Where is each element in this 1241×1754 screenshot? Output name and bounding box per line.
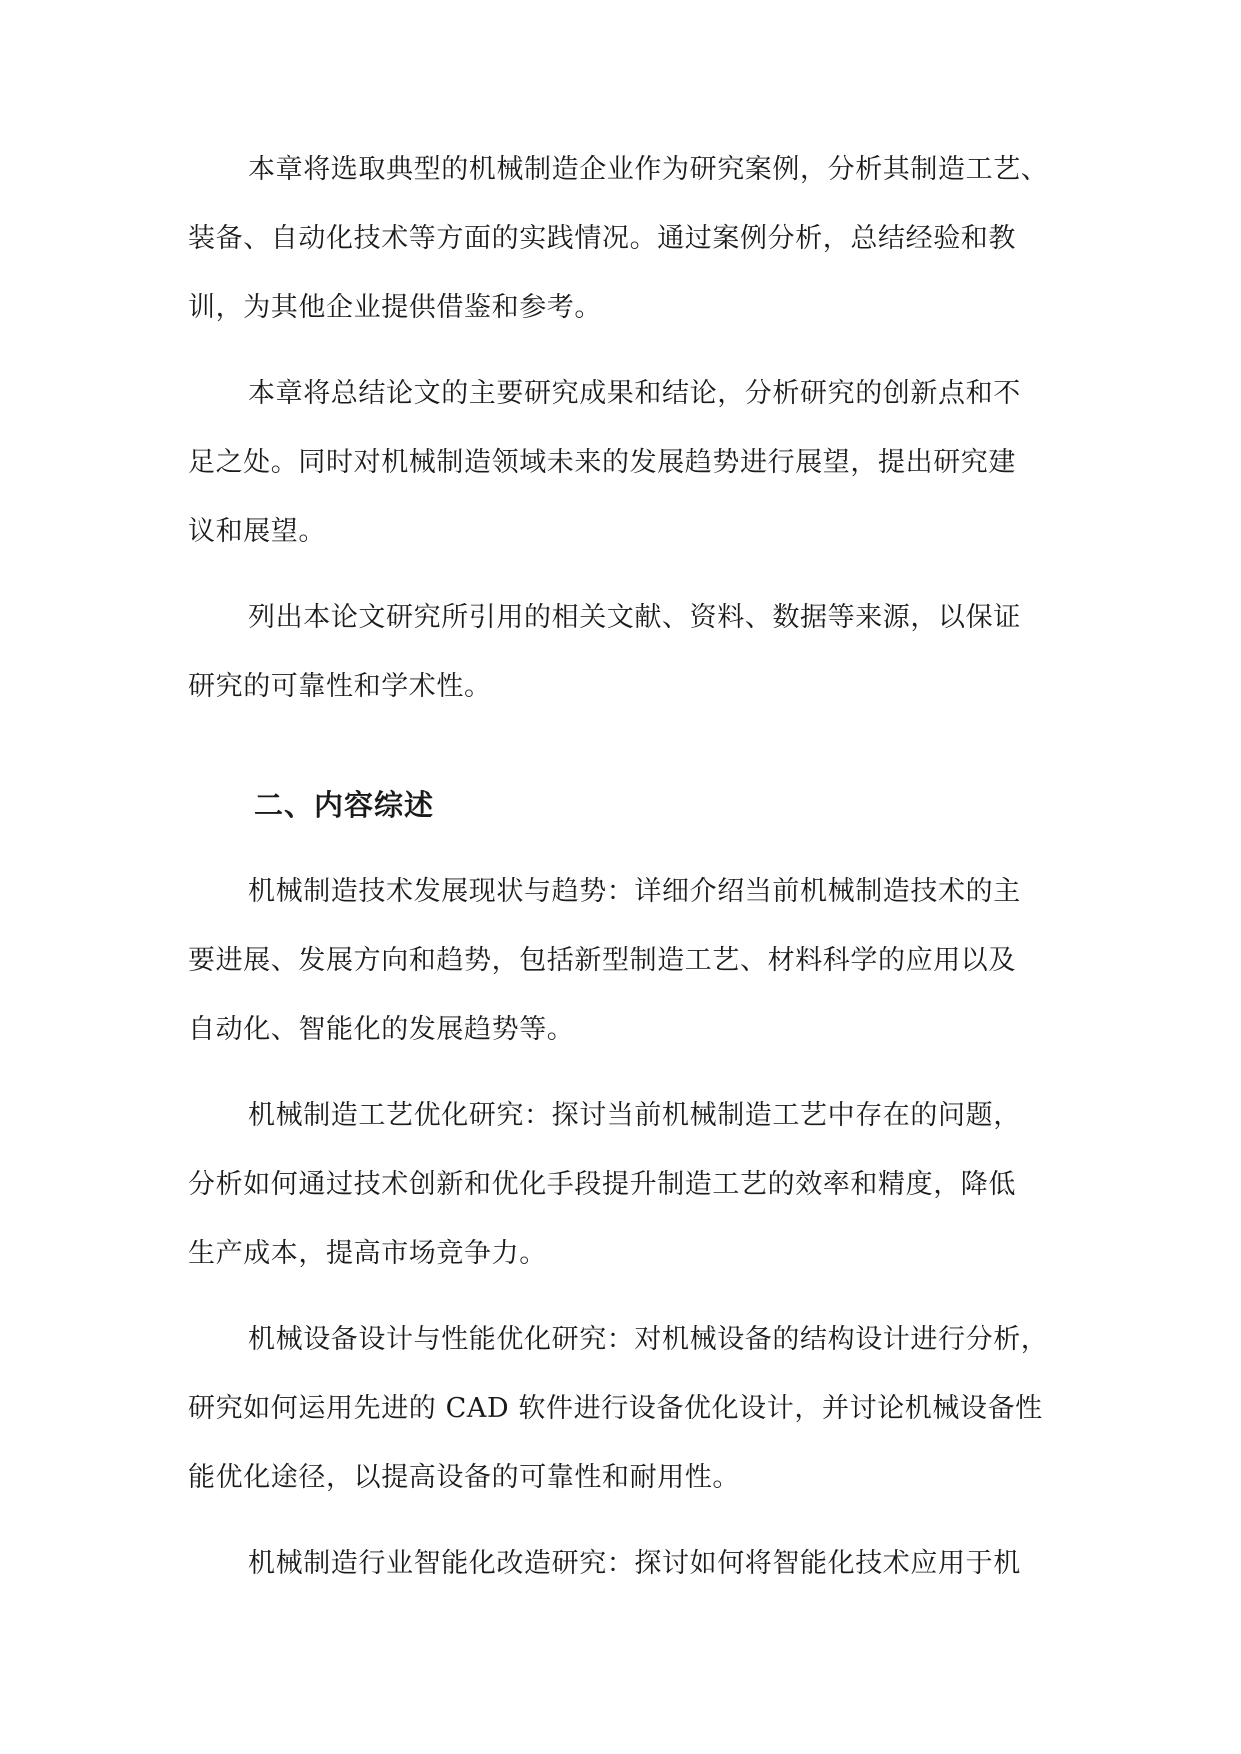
section-paragraph-3-line-2: 研究如何运用先进的 CAD 软件进行设备优化设计，并讨论机械设备性 (188, 1393, 1043, 1424)
section-paragraph-2-line-3: 生产成本，提高市场竞争力。 (188, 1238, 547, 1269)
section-paragraph-3-line-1: 机械设备设计与性能优化研究：对机械设备的结构设计进行分析， (248, 1324, 1049, 1355)
paragraph-1-line-3: 训，为其他企业提供借鉴和参考。 (188, 292, 602, 323)
section-paragraph-2-line-2: 分析如何通过技术创新和优化手段提升制造工艺的效率和精度，降低 (188, 1169, 1016, 1200)
section-paragraph-1-line-2: 要进展、发展方向和趋势，包括新型制造工艺、材料科学的应用以及 (188, 945, 1016, 976)
section-paragraph-3-line-3: 能优化途径，以提高设备的可靠性和耐用性。 (188, 1462, 740, 1493)
paragraph-1-line-2: 装备、自动化技术等方面的实践情况。通过案例分析，总结经验和教 (188, 223, 1016, 254)
section-paragraph-4-line-1: 机械制造行业智能化改造研究：探讨如何将智能化技术应用于机 (248, 1548, 1021, 1579)
paragraph-3-line-1: 列出本论文研究所引用的相关文献、资料、数据等来源，以保证 (248, 602, 1021, 633)
paragraph-3-line-2: 研究的可靠性和学术性。 (188, 671, 492, 702)
paragraph-1-line-1: 本章将选取典型的机械制造企业作为研究案例，分析其制造工艺、 (248, 154, 1049, 185)
paragraph-2-line-2: 足之处。同时对机械制造领域未来的发展趋势进行展望，提出研究建 (188, 447, 1016, 478)
paragraph-2-line-1: 本章将总结论文的主要研究成果和结论，分析研究的创新点和不 (248, 378, 1021, 409)
section-paragraph-1-line-1: 机械制造技术发展现状与趋势：详细介绍当前机械制造技术的主 (248, 876, 1021, 907)
paragraph-2-line-3: 议和展望。 (188, 516, 326, 547)
section-paragraph-2-line-1: 机械制造工艺优化研究：探讨当前机械制造工艺中存在的问题， (248, 1100, 1021, 1131)
section-heading: 二、内容综述 (254, 788, 435, 822)
section-paragraph-1-line-3: 自动化、智能化的发展趋势等。 (188, 1014, 575, 1045)
